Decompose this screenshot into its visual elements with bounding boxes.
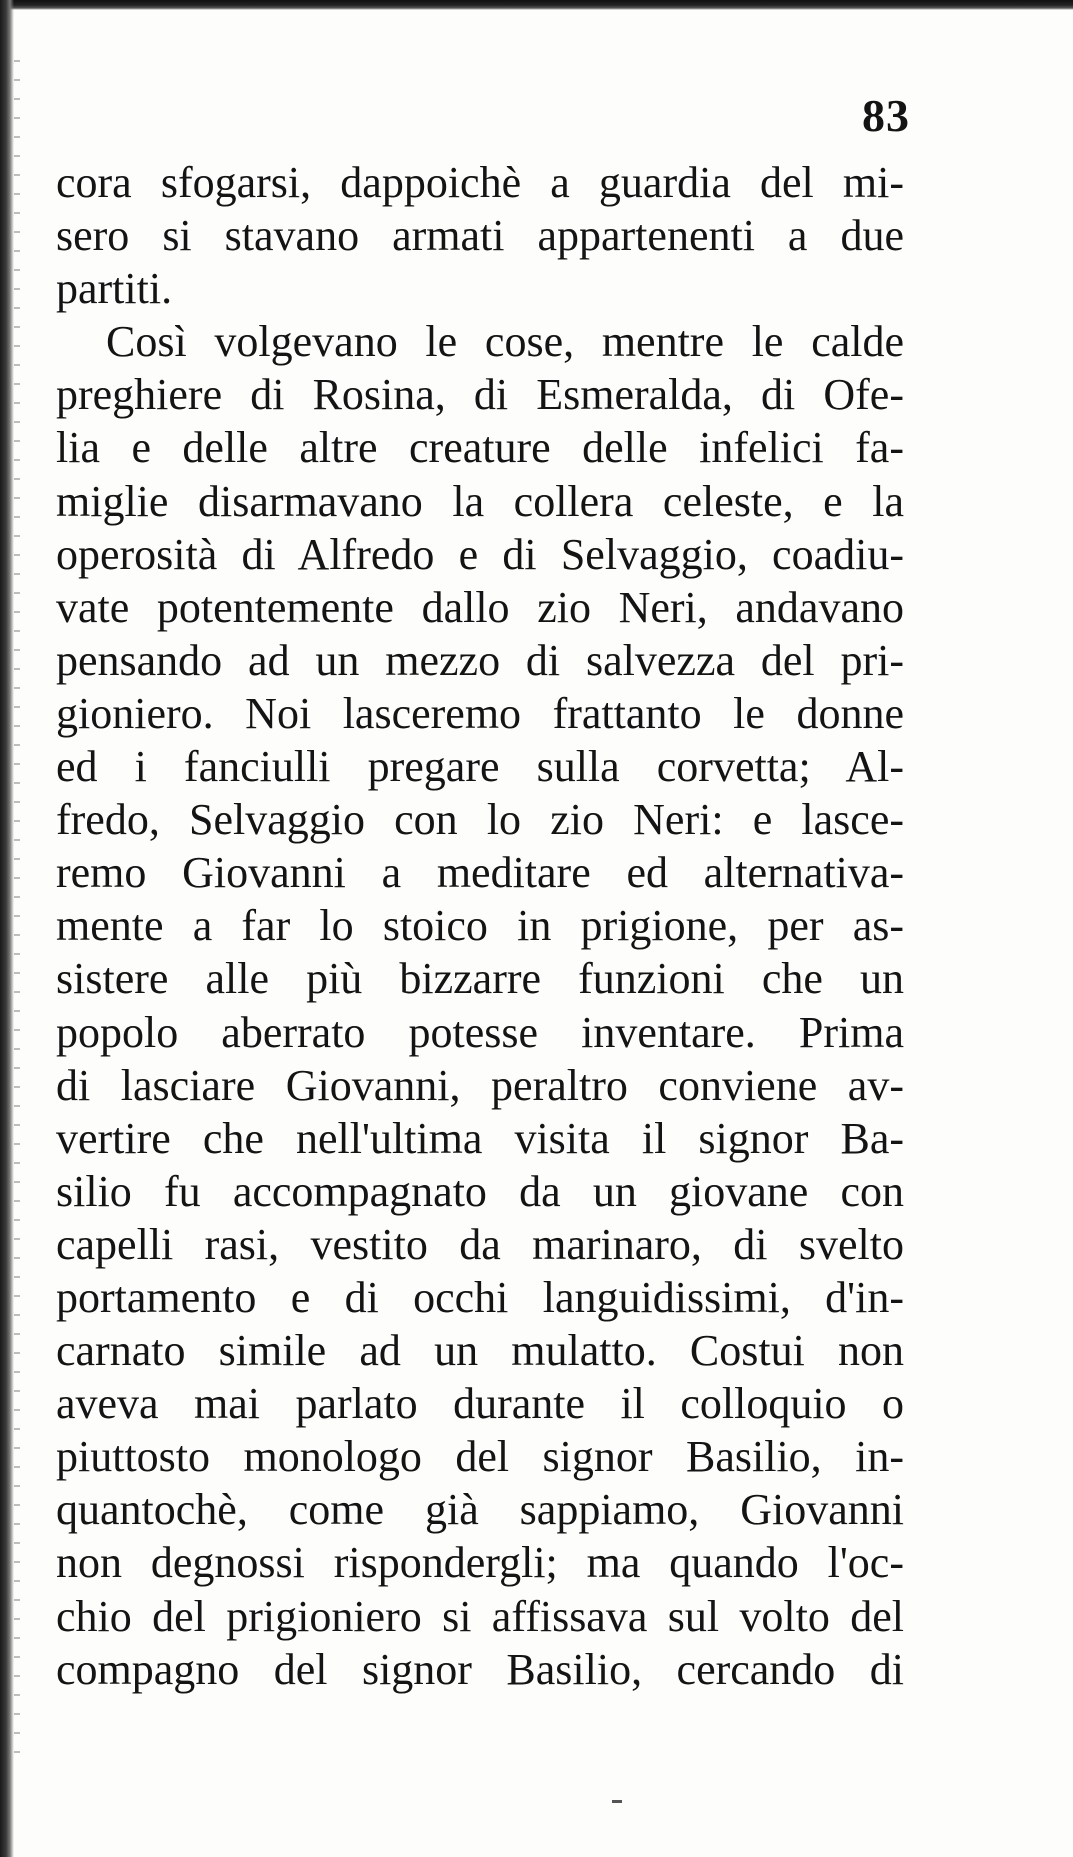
body-text [56,156,904,1696]
print-speck [612,1800,622,1803]
page-top-edge [0,0,1073,10]
text-line: silio fu accompagnato da un giovane con [56,1166,904,1216]
text-line: partiti. [56,264,173,314]
text-line: sistere alle più bizzarre funzioni che un [56,954,904,1004]
text-line: operosità di Alfredo e di Selvaggio, coadiu- [56,529,904,579]
text-line: vate potentemente dallo zio Neri, andavano [56,582,904,632]
text-line: sero si stavano armati appartenenti a due [56,211,904,261]
text-line: ed i fanciulli pregare sulla corvetta; Al- [56,742,904,792]
page-binding-edge [0,0,14,1857]
text-line: mente a far lo stoico in prigione, per as- [56,901,904,951]
text-line: piuttosto monologo del signor Basilio, in- [56,1432,904,1482]
text-line: Così volgevano le cose, mentre le calde [106,317,904,367]
text-line: preghiere di Rosina, di Esmeralda, di Ofe- [56,370,904,420]
text-line: di lasciare Giovanni, peraltro conviene av- [56,1060,904,1110]
text-line: pensando ad un mezzo di salvezza del pri- [56,635,904,685]
text-line: quantochè, come già sappiamo, Giovanni [56,1485,904,1535]
paragraph-1 [56,156,904,315]
text-line: vertire che nell'ultima visita il signor Ba- [56,1113,904,1163]
text-line: aveva mai parlato durante il colloquio o [56,1379,904,1429]
text-line: cora sfogarsi, dappoichè a guardia del mi- [56,158,904,207]
paragraph-2 [56,315,904,1695]
text-line: lia e delle altre creature delle infelici fa- [56,423,904,473]
text-line: chio del prigioniero si affissava sul volto del [56,1591,904,1641]
text-line: compagno del signor Basilio, cercando di [56,1644,904,1694]
text-line: gioniero. Noi lasceremo frattanto le donne [56,688,904,738]
text-line: fredo, Selvaggio con lo zio Neri: e lasce- [56,795,904,845]
text-line: miglie disarmavano la collera celeste, e la [56,476,904,526]
text-line: non degnossi rispondergli; ma quando l'oc- [56,1538,904,1588]
text-line: popolo aberrato potesse inventare. Prima [56,1007,904,1057]
text-line: remo Giovanni a meditare ed alternativa- [56,848,904,898]
text-line: carnato simile ad un mulatto. Costui non [56,1326,904,1376]
binding-specks [14,60,20,1760]
page-number: 83 [862,90,910,141]
text-line: portamento e di occhi languidissimi, d'in- [56,1272,904,1322]
text-line: capelli rasi, vestito da marinaro, di svelto [56,1219,904,1269]
